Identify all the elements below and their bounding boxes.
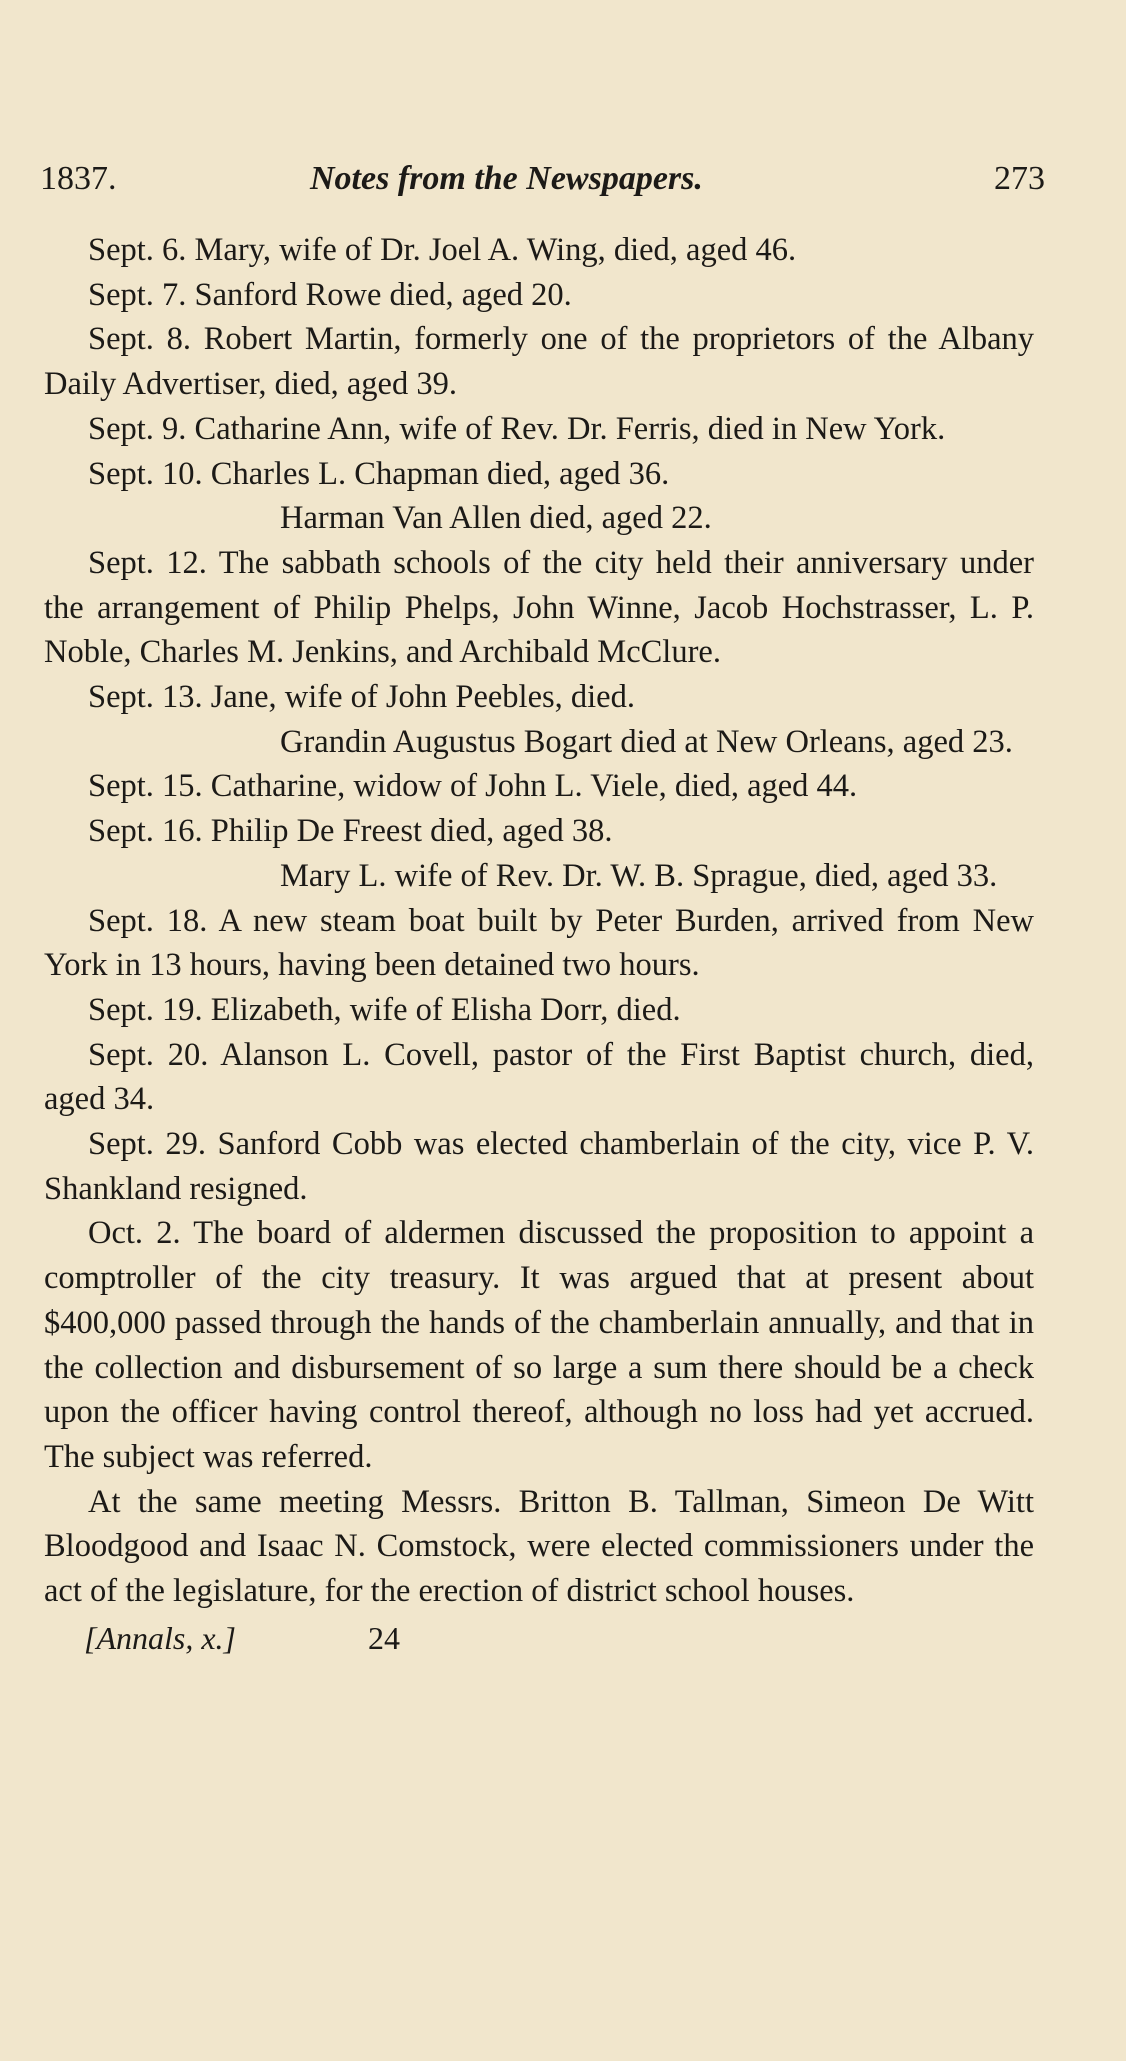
entry-sept-10: Sept. 10. Charles L. Chapman died, aged 36. bbox=[88, 455, 670, 492]
entry-sept-19: Sept. 19. Elizabeth, wife of Elisha Dorr, died. bbox=[88, 991, 681, 1028]
entry-sept-9: Sept. 9. Catharine Ann, wife of Rev. Dr. Ferris, died in New York. bbox=[88, 410, 946, 447]
page-number: 273 bbox=[994, 160, 1045, 197]
entry-sept-18: Sept. 18. A new steam boat built by Peter Burden, arrived from New York in 13 hours, having been detained two hours. bbox=[44, 902, 1034, 984]
entry-sept-13: Sept. 13. Jane, wife of John Peebles, died. bbox=[88, 679, 635, 716]
running-header bbox=[40, 154, 1045, 204]
entry-sept-29: Sept. 29. Sanford Cobb was elected chamberlain of the city, vice P. V. Shankland resigned. bbox=[44, 1126, 1034, 1207]
entry-sept-15: Sept. 15. Catharine, widow of John L. Viele, died, aged 44. bbox=[88, 768, 858, 805]
entry-sept-6: Sept. 6. Mary, wife of Dr. Joel A. Wing, died, aged 46. bbox=[88, 232, 797, 268]
page-body bbox=[44, 228, 1034, 1660]
header-title: Notes from the Newspapers. bbox=[310, 160, 703, 197]
entry-sept-12: Sept. 12. The sabbath schools of the city held their anniversary under the arrangement of Philip Phelps, John Winne, Jacob Hochstrasser, L. P. Noble, Charles M. Jenkins, and Archibald McClure. bbox=[44, 544, 1034, 671]
entry-sept-20: Sept. 20. Alanson L. Covell, pastor of the First Baptist church, died, aged 34. bbox=[44, 1036, 1034, 1118]
entry-sept-16: Sept. 16. Philip De Freest died, aged 38. bbox=[88, 813, 613, 850]
entry-sept-7: Sept. 7. Sanford Rowe died, aged 20. bbox=[88, 276, 572, 313]
entry-sept-10-cont: Harman Van Allen died, aged 22. bbox=[280, 500, 712, 537]
entry-sept-13-cont: Grandin Augustus Bogart died at New Orleans, aged 23. bbox=[280, 723, 1013, 760]
entry-same-meeting: At the same meeting Messrs. Britton B. Tallman, Simeon De Witt Bloodgood and Isaac N. Comstock, were elected commissioners under the act of the legislature, for the erection of district school houses. bbox=[44, 1483, 1034, 1610]
signature-mark: [Annals, x.] bbox=[84, 1619, 236, 1656]
entry-sept-16-cont: Mary L. wife of Rev. Dr. W. B. Sprague, died, aged 33. bbox=[280, 857, 998, 894]
page-footer bbox=[44, 1616, 1034, 1660]
header-year: 1837. bbox=[40, 160, 117, 197]
entry-sept-8: Sept. 8. Robert Martin, formerly one of the proprietors of the Albany Daily Advertiser, died, aged 39. bbox=[44, 321, 1034, 403]
sheet-number: 24 bbox=[368, 1619, 400, 1656]
entry-oct-2: Oct. 2. The board of aldermen discussed the proposition to appoint a comptroller of the city treasury. It was argued that at present about $400,000 passed through the hands of the chamberlain annually, and that in the collection and disbursement of so large a sum there should be a check upon the officer having control thereof, although no loss had yet accrued. The subject was referred. bbox=[44, 1215, 1034, 1475]
